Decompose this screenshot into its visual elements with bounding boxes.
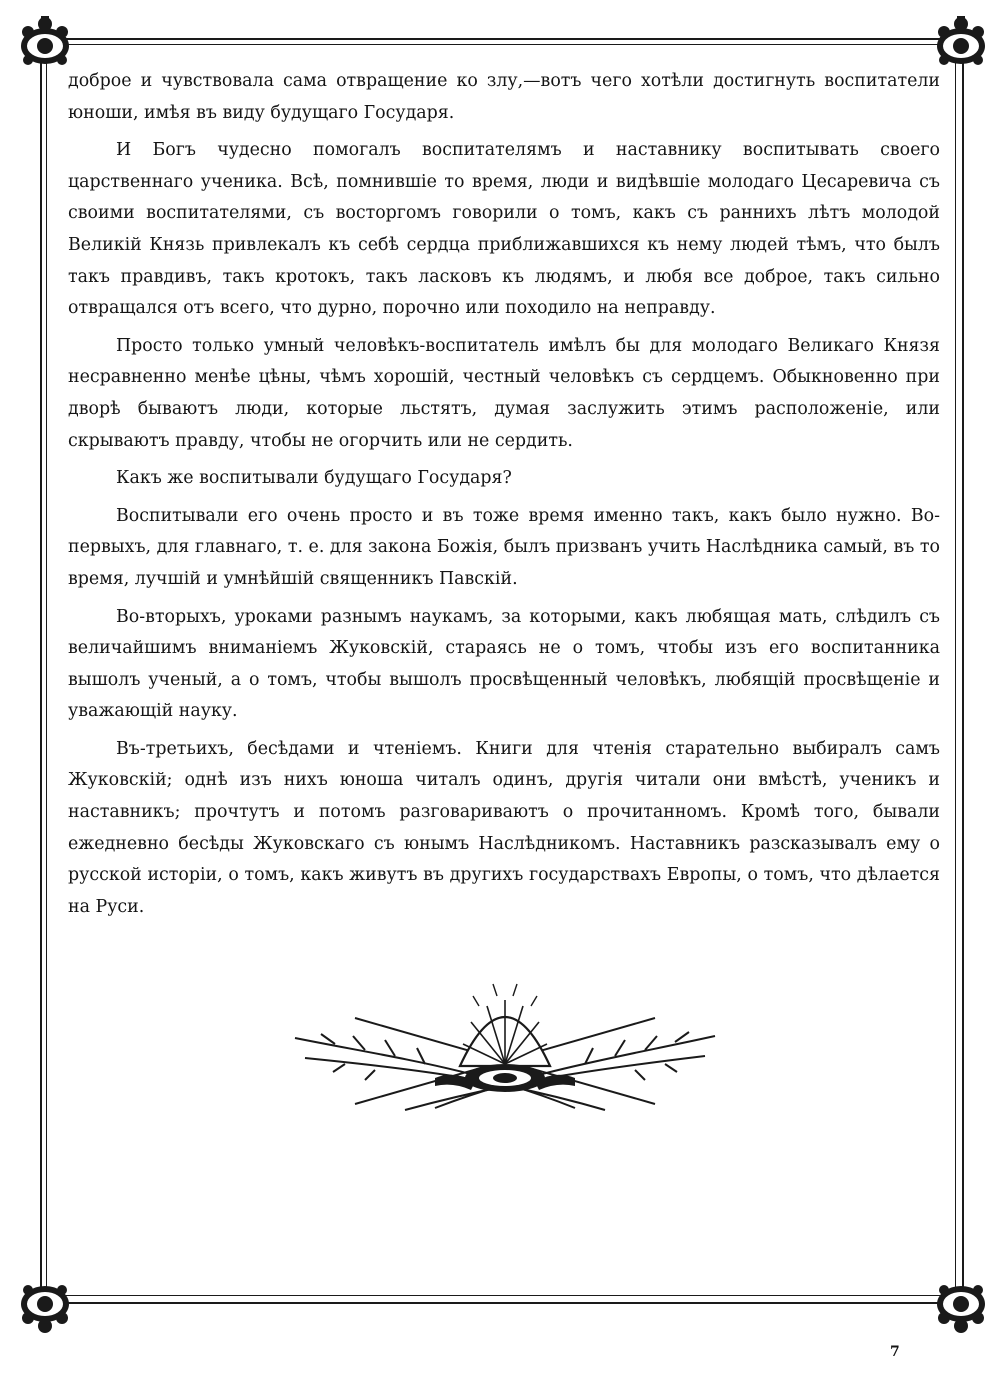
crown-ornament-icon [14, 12, 76, 74]
paragraph: Во-вторыхъ, уроками разнымъ наукамъ, за которыми, какъ любящая мать, слѣдилъ съ величайшимъ вниманіемъ Жуковскій, стараясь не о томъ, чтобы изъ его воспитанника вышолъ ученый, а о томъ, чтобы вышолъ просвѣщенный человѣкъ, любящій просвѣщеніе и уважающій науку. [68, 606, 940, 722]
crown-ornament-icon [14, 1274, 76, 1336]
paragraph: доброе и чувствовала сама отвращение ко злу,—вотъ чего хотѣли достигнуть воспитатели юноши, имѣя въ виду будущаго Государя. [68, 71, 940, 123]
paragraph: И Богъ чудесно помогалъ воспитателямъ и наставнику воспитывать своего царственнаго ученика. Всѣ, помнившіе то время, люди и видѣвшіе молодаго Цесаревича съ своими воспитателями, съ восторгомъ говорили о томъ, какъ съ раннихъ лѣтъ молодой Великій Князь привлекалъ къ себѣ сердца приближавшихся къ нему людей тѣмъ, что былъ такъ правдивъ, такъ кротокъ, такъ ласковъ къ людямъ, и любя все доброе, такъ сильно отвращался отъ всего, что дурно, порочно или походило на неправду. [68, 140, 940, 319]
paragraph: Какъ же воспитывали будущаго Государя? [116, 468, 512, 489]
page-number: 7 [890, 1344, 900, 1360]
crown-ornament-icon [930, 1274, 992, 1336]
crown-ornament-icon [930, 12, 992, 74]
shell-and-branches-vignette [275, 978, 735, 1118]
paragraph: Въ-третьихъ, бесѣдами и чтеніемъ. Книги для чтенія старательно выбиралъ самъ Жуковскій; однѣ изъ нихъ юноша читалъ одинъ, другія читали они вмѣстѣ, ученикъ и наставникъ; прочтутъ и потомъ разговариваютъ о прочитанномъ. Кромѣ того, бывали ежедневно бесѣды Жуковскаго съ юнымъ Наслѣдникомъ. Наставникъ разсказывалъ ему о русской исторіи, о томъ, какъ живутъ въ другихъ государствахъ Европы, о томъ, что дѣлается на Руси. [68, 738, 940, 917]
page-body-text [68, 66, 940, 929]
paragraph: Воспитывали его очень просто и въ тоже время именно такъ, какъ было нужно. Во-первыхъ, для главнаго, т. е. для закона Божія, былъ призванъ учить Наслѣдника самый, въ то время, лучшій и умнѣйшій священникъ Павскій. [68, 505, 940, 589]
paragraph: Просто только умный человѣкъ-воспитатель имѣлъ бы для молодаго Великаго Князя несравненно менѣе цѣны, чѣмъ хорошій, честный человѣкъ съ сердцемъ. Обыкновенно при дворѣ бываютъ люди, которые льстятъ, думая заслужить этимъ расположеніе, или скрываютъ правду, чтобы не огорчить или не сердить. [68, 335, 940, 451]
